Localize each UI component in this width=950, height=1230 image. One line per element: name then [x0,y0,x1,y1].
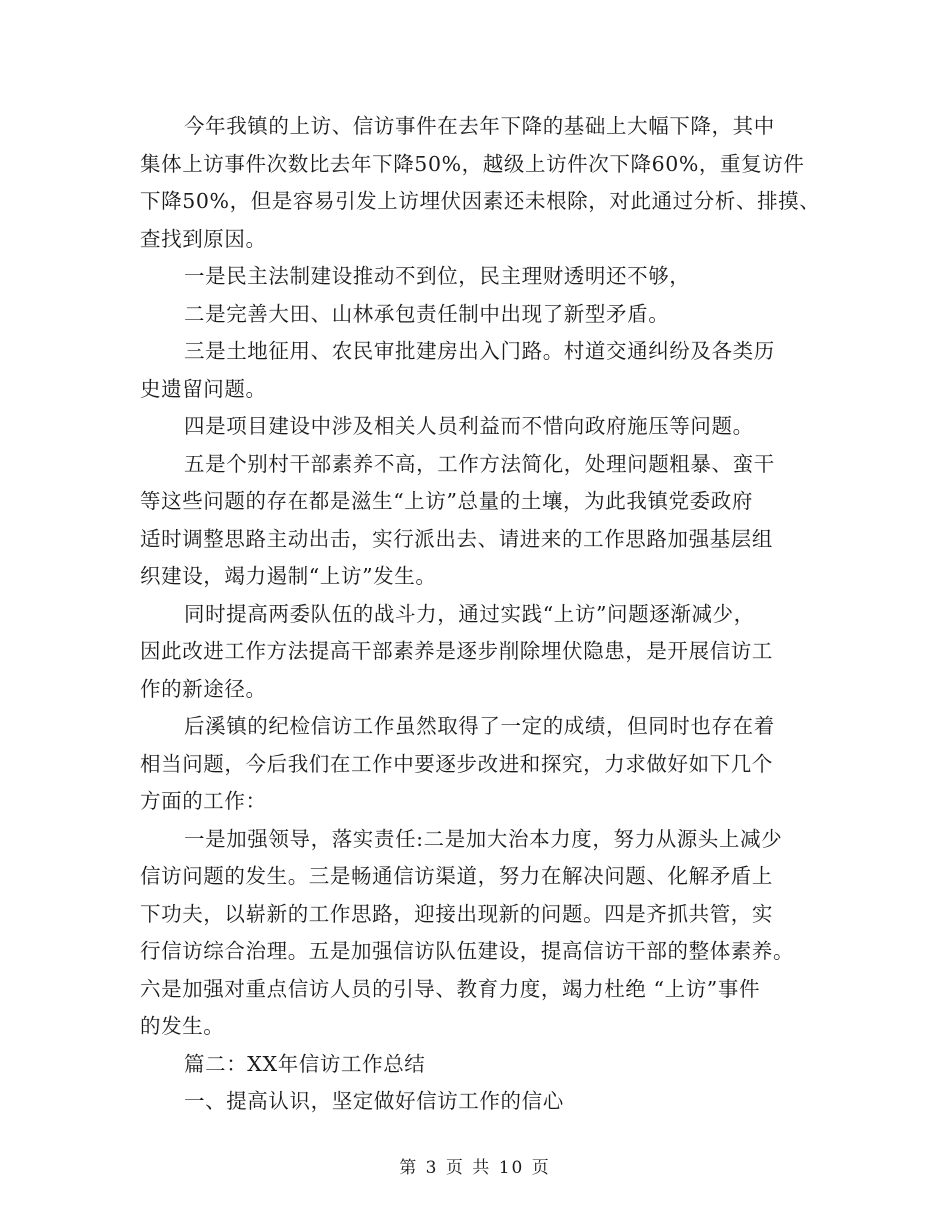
paragraph-line: 查找到原因。 [140,226,267,251]
paragraph-line: 后溪镇的纪检信访工作虽然取得了一定的成绩，但同时也存在着 [184,714,775,738]
paragraph [140,821,830,1046]
paragraph-line: 适时调整思路主动出击，实行派出去、请进来的工作思路加强基层组 [140,526,773,551]
paragraph-line: 三是土地征用、农民审批建房出入门路。村道交通纠纷及各类历 [184,339,775,363]
paragraph [140,258,830,296]
paragraph-line: 史遗留问题。 [140,376,267,401]
paragraph [140,408,830,446]
paragraph-line: 作的新途径。 [140,676,267,701]
document-body [140,108,830,1121]
paragraph-line: 今年我镇的上访、信访事件在去年下降的基础上大幅下降，其中 [184,114,775,138]
section-heading [140,1046,830,1084]
paragraph-line: 下功夫，以崭新的工作思路，迎接出现新的问题。四是齐抓共管，实 [140,901,773,926]
paragraph-line: 信访问题的发生。三是畅通信访渠道，努力在解决问题、化解矛盾上 [140,864,773,888]
paragraph-line: 四是项目建设中涉及相关人员利益而不惜向政府施压等问题。 [184,414,754,438]
paragraph-line: 行信访综合治理。五是加强信访队伍建设，提高信访干部的整体素养。 [140,939,795,963]
paragraph-line: 相当问题，今后我们在工作中要逐步改进和探究，力求做好如下几个 [140,751,773,776]
paragraph [140,596,830,709]
subsection-heading [140,1083,830,1121]
paragraph-line: 集体上访事件次数比去年下降50%，越级上访件次下降60%，重复访件 [140,151,805,176]
paragraph [140,708,830,821]
section-heading-line: 篇二：XX年信访工作总结 [184,1051,426,1076]
paragraph-line: 方面的工作： [140,789,267,813]
paragraph-line: 的发生。 [140,1014,225,1038]
page-number: 第 3 页 共 10 页 [399,1158,551,1178]
paragraph-line: 同时提高两委队伍的战斗力，通过实践“上访”问题逐渐减少， [184,601,755,626]
paragraph-line: 一是民主法制建设推动不到位，民主理财透明还不够， [184,264,691,288]
paragraph [140,333,830,408]
subsection-heading-line: 一、提高认识，坚定做好信访工作的信心 [184,1089,564,1113]
paragraph [140,446,830,596]
paragraph-line: 织建设，竭力遏制“上访”发生。 [140,564,437,588]
paragraph-line: 下降50%，但是容易引发上访埋伏因素还未根除，对此通过分析、排摸、 [140,189,821,213]
paragraph-line: 二是完善大田、山林承包责任制中出现了新型矛盾。 [184,301,670,326]
paragraph-line: 五是个别村干部素养不高，工作方法简化，处理问题粗暴、蛮干 [184,451,775,476]
paragraph-line: 六是加强对重点信访人员的引导、教育力度，竭力杜绝 “上访”事件 [140,976,761,1001]
paragraph-line: 一是加强领导，落实责任:二是加大治本力度，努力从源头上减少 [184,826,783,851]
paragraph [140,296,830,334]
paragraph [140,108,830,258]
paragraph-line: 因此改进工作方法提高干部素养是逐步削除埋伏隐患，是开展信访工 [140,639,773,663]
paragraph-line: 等这些问题的存在都是滋生“上访”总量的土壤，为此我镇党委政府 [140,489,753,513]
